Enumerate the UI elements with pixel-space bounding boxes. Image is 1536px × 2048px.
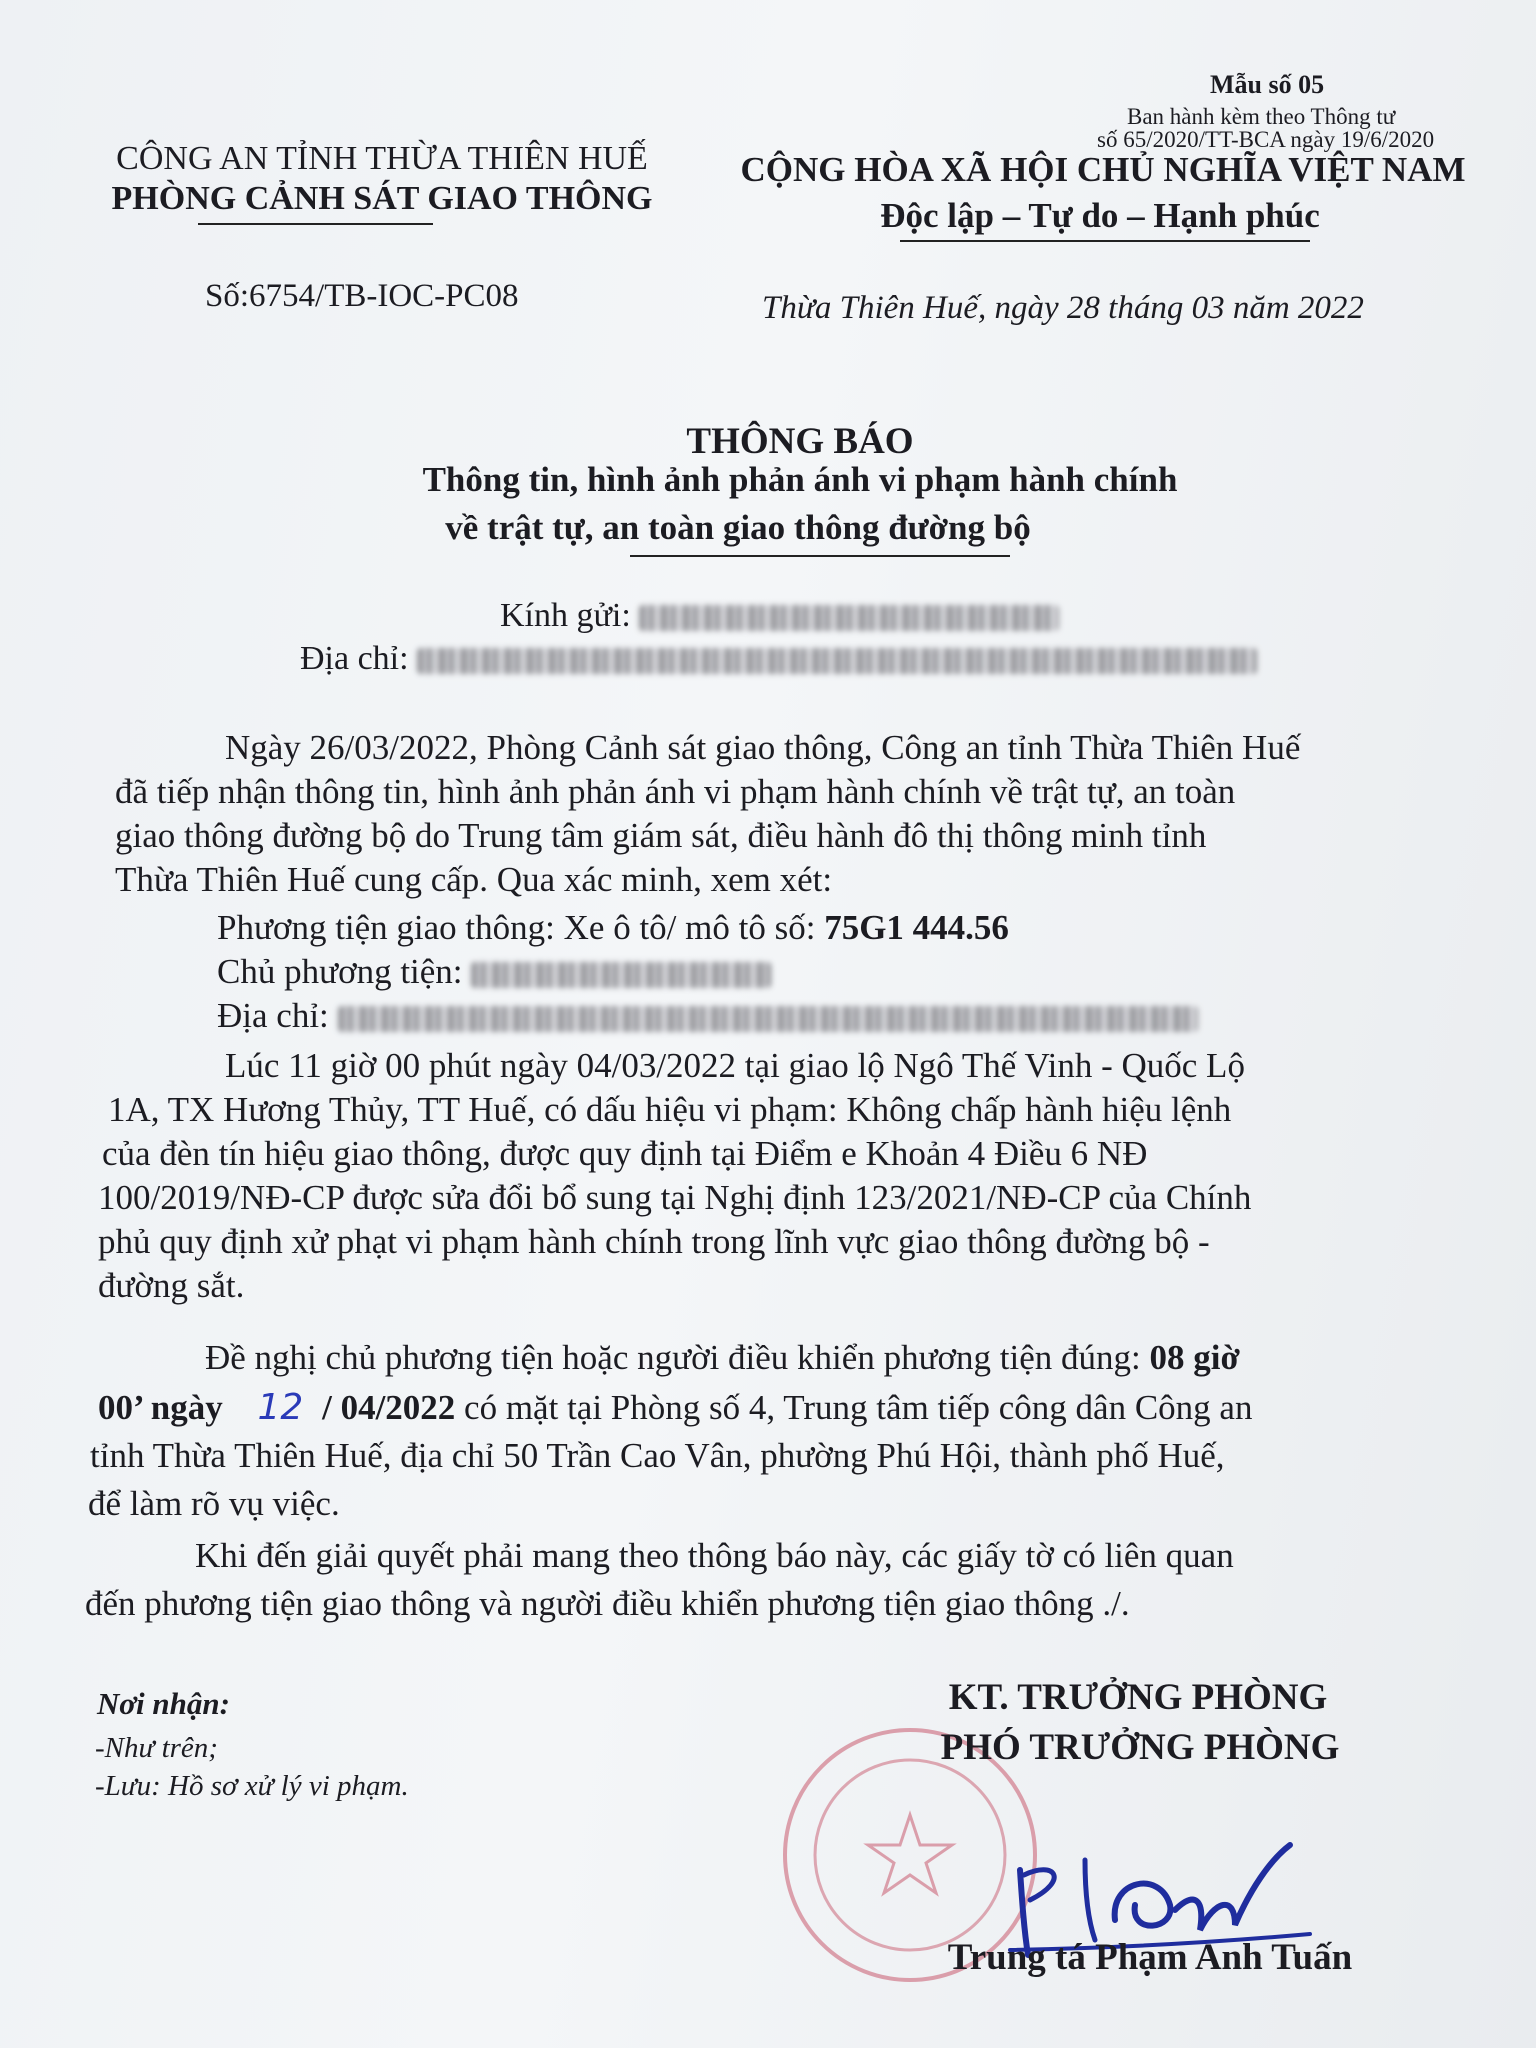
address-label: Địa chỉ: [300,640,409,677]
redacted-recipient-address [417,648,1257,674]
document-subtitle-1: Thông tin, hình ảnh phản ánh vi phạm hành chính [422,460,1178,499]
owner-address-line [217,996,1198,1036]
vehicle-plate: 75G1 444.56 [824,908,1009,947]
p1-line-3: giao thông đường bộ do Trung tâm giám sát, điều hành đô thị thông minh tỉnh [115,816,1207,855]
p3-minute-day-label: 00’ ngày [98,1388,223,1427]
redacted-owner-name [471,962,771,988]
document-title: THÔNG BÁO [686,421,914,462]
recipients-title: Nơi nhận: [97,1686,230,1721]
p3-line-2 [98,1387,1252,1428]
signer-name: Trung tá Phạm Anh Tuấn [947,1937,1353,1978]
form-note-1: Ban hành kèm theo Thông tư [1127,104,1396,129]
motto-underline [900,240,1310,242]
p4-line-1: Khi đến giải quyết phải mang theo thông báo này, các giấy tờ có liên quan [195,1536,1234,1575]
department-name: PHÒNG CẢNH SÁT GIAO THÔNG [111,180,653,217]
p4-line-2: đến phương tiện giao thông và người điều khiển phương tiện giao thông ./. [85,1584,1130,1623]
place-date: Thừa Thiên Huế, ngày 28 tháng 03 năm 2022 [762,290,1364,326]
signature-title-2: PHÓ TRƯỞNG PHÒNG [940,1727,1340,1768]
p1-line-2: đã tiếp nhận thông tin, hình ảnh phản ánh vi phạm hành chính về trật tự, an toàn [115,772,1236,811]
recipient-address-line [300,640,1257,678]
p1-line-4: Thừa Thiên Huế cung cấp. Qua xác minh, xem xét: [115,860,833,899]
redacted-recipient-name [639,605,1059,631]
recipient-2: -Lưu: Hồ sơ xử lý vi phạm. [95,1770,409,1802]
title-underline [630,555,1010,557]
p2-line-4: 100/2019/NĐ-CP được sửa đổi bổ sung tại Nghị định 123/2021/NĐ-CP của Chính [98,1178,1252,1217]
p3-request-text: Đề nghị chủ phương tiện hoặc người điều khiển phương tiện đúng: [205,1338,1141,1377]
p2-line-1: Lúc 11 giờ 00 phút ngày 04/03/2022 tại giao lộ Ngô Thế Vinh - Quốc Lộ [225,1046,1245,1085]
p3-line-3: tỉnh Thừa Thiên Huế, địa chỉ 50 Trần Cao Vân, phường Phú Hội, thành phố Huế, [90,1436,1225,1475]
p3-line-1 [205,1338,1240,1378]
vehicle-label: Phương tiện giao thông: Xe ô tô/ mô tô số: [217,908,816,947]
p3-month-year: / 04/2022 [322,1388,456,1427]
to-label: Kính gửi: [500,597,631,634]
recipient-line [500,597,1059,635]
p2-line-5: phủ quy định xử phạt vi phạm hành chính trong lĩnh vực giao thông đường bộ - [98,1222,1210,1261]
nation-title: CỘNG HÒA XÃ HỘI CHỦ NGHĨA VIỆT NAM [740,150,1466,189]
redacted-owner-address [338,1006,1198,1032]
p2-line-3: của đèn tín hiệu giao thông, được quy định tại Điểm e Khoản 4 Điều 6 NĐ [102,1134,1148,1173]
document-number: Số:6754/TB-IOC-PC08 [205,278,519,314]
signature-title-1: KT. TRƯỞNG PHÒNG [948,1677,1328,1718]
form-note-2: số 65/2020/TT-BCA ngày 19/6/2020 [1097,127,1435,152]
p3-hour: 08 giờ [1149,1338,1240,1377]
owner-address-label: Địa chỉ: [217,996,329,1035]
p3-location: có mặt tại Phòng số 4, Trung tâm tiếp công dân Công an [464,1388,1253,1427]
form-number: Mẫu số 05 [1210,70,1325,99]
vehicle-line [217,908,1009,948]
owner-line [217,952,771,992]
p2-line-6: đường sắt. [98,1266,245,1305]
recipient-1: -Như trên; [95,1732,218,1764]
p3-line-4: để làm rõ vụ việc. [88,1484,340,1523]
agency-name: CÔNG AN TỈNH THỪA THIÊN HUẾ [116,140,648,177]
p1-line-1: Ngày 26/03/2022, Phòng Cảnh sát giao thông, Công an tỉnh Thừa Thiên Huế [225,728,1301,767]
national-motto: Độc lập – Tự do – Hạnh phúc [880,196,1320,235]
owner-label: Chủ phương tiện: [217,952,463,991]
document-subtitle-2: về trật tự, an toàn giao thông đường bộ [445,508,1031,547]
handwritten-day: 12 [257,1387,304,1428]
department-underline [198,223,433,225]
p2-line-2: 1A, TX Hương Thủy, TT Huế, có dấu hiệu vi phạm: Không chấp hành hiệu lệnh [108,1090,1232,1129]
